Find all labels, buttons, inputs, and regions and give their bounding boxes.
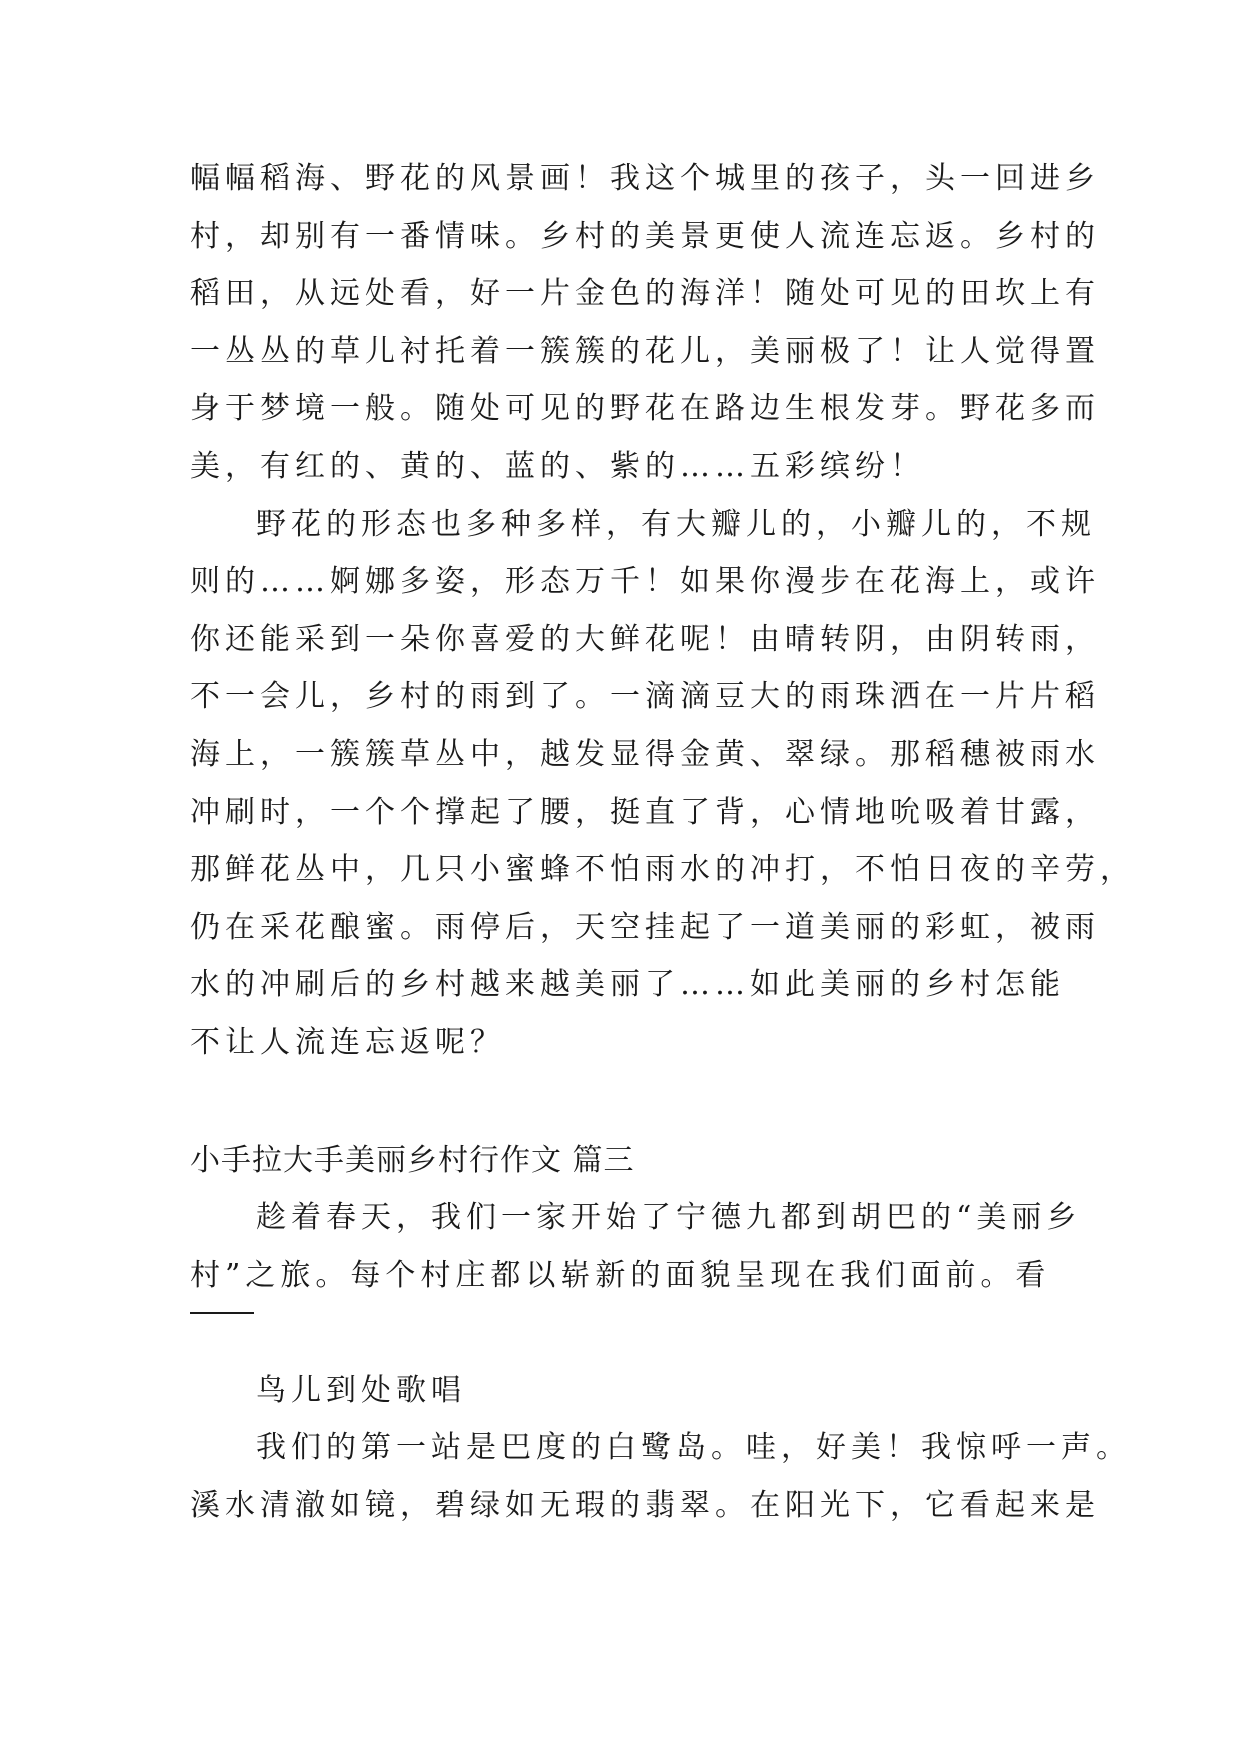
text-line: 冲刷时，一个个撑起了腰，挺直了背，心情地吮吸着甘露， bbox=[190, 794, 1100, 830]
document-body bbox=[190, 150, 1135, 1535]
em-dash-rule bbox=[190, 1312, 254, 1314]
paragraph-1 bbox=[190, 150, 1100, 496]
text-line: 趁着春天，我们一家开始了宁德九都到胡巴的“美丽乡 bbox=[256, 1200, 1082, 1236]
text-line: 村，却别有一番情味。乡村的美景更使人流连忘返。乡村的 bbox=[190, 218, 1100, 254]
subheading: 鸟儿到处歌唱 bbox=[256, 1372, 466, 1408]
text-line: 不一会儿，乡村的雨到了。一滴滴豆大的雨珠洒在一片片稻 bbox=[190, 679, 1100, 715]
text-line: 一丛丛的草儿衬托着一簇簇的花儿，美丽极了！让人觉得置 bbox=[190, 333, 1100, 369]
text-line: 水的冲刷后的乡村越来越美丽了……如此美丽的乡村怎能 bbox=[190, 967, 1065, 1003]
text-line: 你还能采到一朵你喜爱的大鲜花呢！由晴转阴，由阴转雨， bbox=[190, 621, 1100, 657]
text-line: 身于梦境一般。随处可见的野花在路边生根发芽。野花多而 bbox=[190, 391, 1100, 427]
paragraph-3 bbox=[190, 1189, 1082, 1362]
text-line: 幅幅稻海、野花的风景画！我这个城里的孩子，头一回进乡 bbox=[190, 161, 1100, 196]
text-line: 村”之旅。每个村庄都以崭新的面貌呈现在我们面前。看 bbox=[190, 1257, 1051, 1293]
text-line: 野花的形态也多种多样，有大瓣儿的，小瓣儿的，不规 bbox=[256, 506, 1096, 542]
text-line: 海上，一簇簇草丛中，越发显得金黄、翠绿。那稻穗被雨水 bbox=[190, 736, 1100, 772]
text-line: 那鲜花丛中，几只小蜜蜂不怕雨水的冲打，不怕日夜的辛劳， bbox=[190, 852, 1135, 888]
paragraph-2 bbox=[190, 496, 1135, 1072]
text-line: 美，有红的、黄的、蓝的、紫的……五彩缤纷！ bbox=[190, 448, 925, 484]
text-line: 我们的第一站是巴度的白鹭岛。哇，好美！我惊呼一声。 bbox=[256, 1430, 1131, 1466]
text-line: 仍在采花酿蜜。雨停后，天空挂起了一道美丽的彩虹，被雨 bbox=[190, 909, 1100, 945]
text-line: 稻田，从远处看，好一片金色的海洋！随处可见的田坎上有 bbox=[190, 276, 1100, 312]
paragraph-4 bbox=[190, 1419, 1131, 1534]
text-line: 不让人流连忘返呢？ bbox=[190, 1024, 505, 1060]
dash-line bbox=[190, 1304, 1060, 1362]
section-heading: 小手拉大手美丽乡村行作文 篇三 bbox=[190, 1142, 635, 1178]
text-line: 则的……婀娜多姿，形态万千！如果你漫步在花海上，或许 bbox=[190, 564, 1100, 600]
paragraph-spacer bbox=[190, 1072, 1060, 1132]
text-line: 溪水清澈如镜，碧绿如无瑕的翡翠。在阳光下，它看起来是 bbox=[190, 1488, 1100, 1524]
